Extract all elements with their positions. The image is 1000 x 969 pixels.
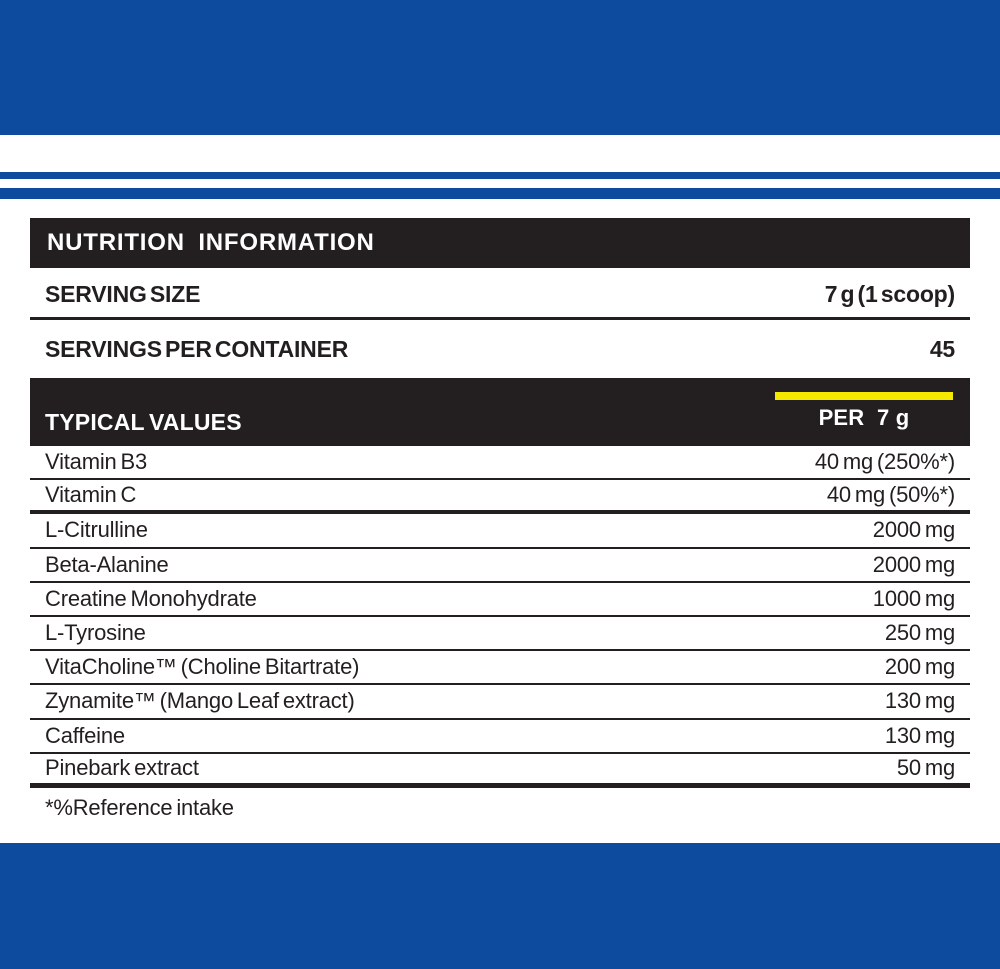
- reference-intake-footnote: *%Reference intake: [45, 794, 234, 820]
- row-ingredient-name: Caffeine: [45, 722, 125, 748]
- table-row: [30, 514, 970, 548]
- row-ingredient-name: Vitamin B3: [45, 449, 147, 475]
- blue-stripe-thick: [0, 188, 1000, 199]
- table-row: [30, 651, 970, 685]
- row-amount-value: 40 mg (250%*): [814, 449, 955, 475]
- row-ingredient-name: L-Citrulline: [45, 517, 148, 543]
- servings-per-container-label: SERVINGS PER CONTAINER: [45, 335, 349, 362]
- row-ingredient-name: Creatine Monohydrate: [45, 585, 257, 611]
- serving-size-value: 7 g (1 scoop): [824, 281, 955, 307]
- row-amount-value: 2000 mg: [872, 551, 955, 577]
- row-amount-value: 250 mg: [884, 620, 955, 646]
- nutrition-header-bar: [30, 218, 970, 268]
- row-amount-value: 200 mg: [884, 654, 955, 680]
- row-amount-value: 130 mg: [884, 688, 955, 714]
- row-amount-value: 50 mg: [896, 755, 955, 781]
- blue-stripe-thin: [0, 172, 1000, 179]
- table-row: [30, 720, 970, 754]
- row-ingredient-name: Zynamite™ (Mango Leaf extract): [45, 688, 355, 714]
- yellow-accent-bar: [775, 392, 953, 400]
- table-row: [30, 549, 970, 583]
- serving-size-row: [30, 268, 970, 320]
- table-row: [30, 754, 970, 788]
- typical-values-bar: [30, 378, 970, 446]
- top-blue-band: [0, 0, 1000, 135]
- servings-per-container-row: [30, 320, 970, 378]
- row-ingredient-name: Pinebark extract: [45, 755, 199, 781]
- per-serving-block: [775, 392, 953, 430]
- row-ingredient-name: VitaCholine™ (Choline Bitartrate): [45, 654, 360, 680]
- nutrition-header-title: NUTRITION INFORMATION: [47, 229, 375, 256]
- row-amount-value: 2000 mg: [872, 517, 955, 543]
- typical-values-label: TYPICAL VALUES: [45, 409, 242, 435]
- serving-size-label: SERVING SIZE: [45, 281, 201, 307]
- table-row: [30, 583, 970, 617]
- nutrition-panel: [30, 218, 970, 821]
- bottom-blue-band: [0, 843, 1000, 969]
- row-amount-value: 1000 mg: [872, 585, 955, 611]
- table-row: [30, 446, 970, 480]
- table-row: [30, 617, 970, 651]
- table-row: [30, 685, 970, 719]
- row-amount-value: 40 mg (50%*): [826, 482, 955, 508]
- per-serving-label: PER 7 g: [818, 405, 910, 430]
- table-row: [30, 480, 970, 514]
- row-amount-value: 130 mg: [884, 722, 955, 748]
- row-ingredient-name: L-Tyrosine: [45, 620, 146, 646]
- row-ingredient-name: Beta-Alanine: [45, 551, 169, 577]
- servings-per-container-value: 45: [929, 335, 955, 362]
- nutrition-table: [30, 446, 970, 788]
- row-ingredient-name: Vitamin C: [45, 482, 137, 508]
